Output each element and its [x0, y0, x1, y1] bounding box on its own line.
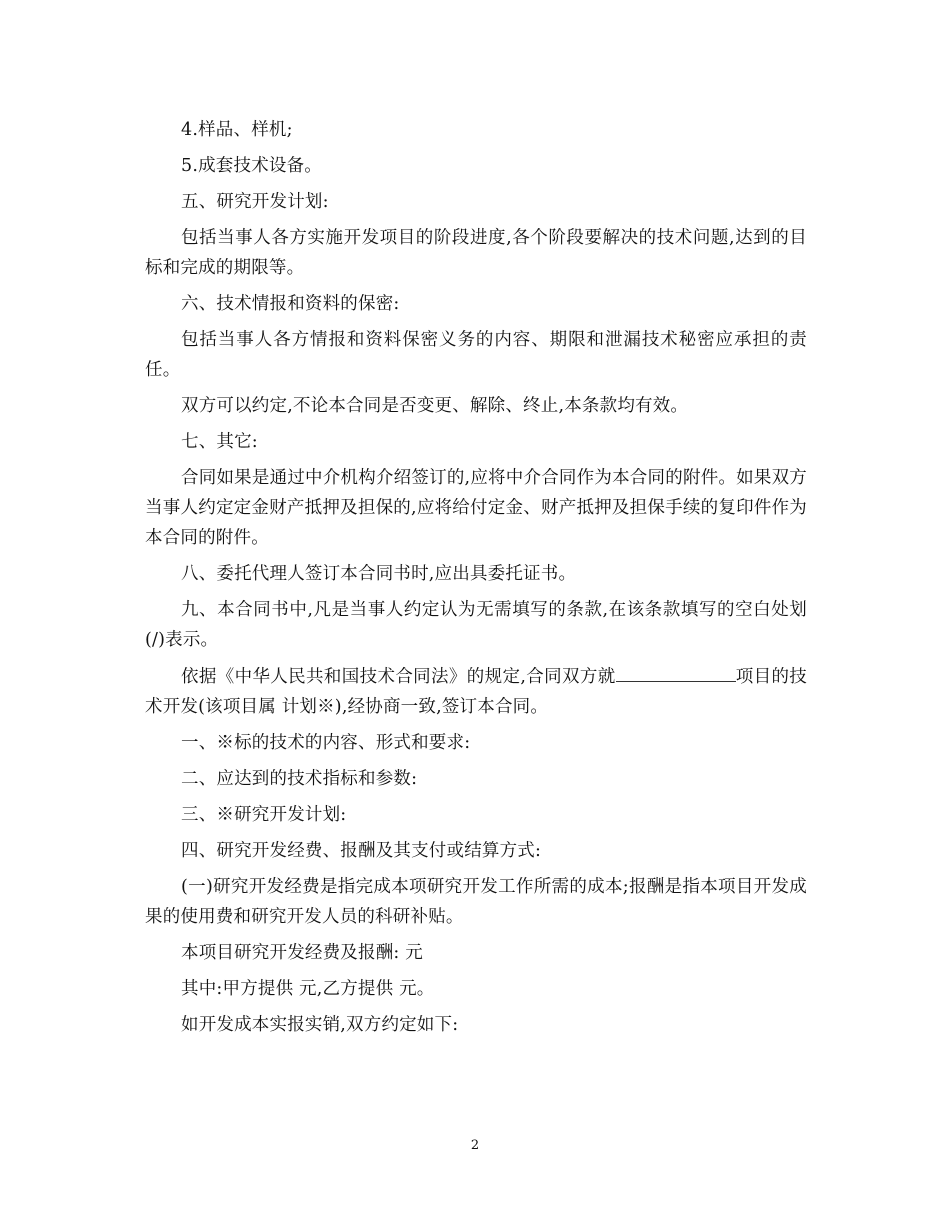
paragraph-validity: 双方可以约定,不论本合同是否变更、解除、终止,本条款均有效。 — [181, 396, 689, 416]
section-heading-5: 五、研究开发计划: — [181, 192, 329, 212]
section-heading-6: 六、技术情报和资料的保密: — [181, 294, 400, 314]
project-name-blank — [616, 661, 736, 682]
clause-heading-2: 二、应达到的技术指标和参数: — [181, 769, 418, 789]
section-heading-8: 八、委托代理人签订本合同书时,应出具委托证书。 — [181, 564, 577, 584]
clause-heading-1: 一、※标的技术的内容、形式和要求: — [181, 733, 471, 753]
paragraph-item-4: 4.样品、样机; — [181, 120, 293, 140]
basis-text-before: 依据《中华人民共和国技术合同法》的规定,合同双方就 — [181, 667, 616, 687]
paragraph-funding-split: 其中:甲方提供 元,乙方提供 元。 — [181, 979, 435, 999]
document-body — [145, 115, 807, 1046]
section-heading-7: 七、其它: — [181, 432, 258, 452]
section-heading-9: 九、本合同书中,凡是当事人约定认为无需填写的条款,在该条款填写的空白处划(/)表示。 — [145, 600, 807, 650]
paragraph-confidentiality: 包括当事人各方情报和资料保密义务的内容、期限和泄漏技术秘密应承担的责任。 — [145, 330, 807, 380]
paragraph-intermediary: 合同如果是通过中介机构介绍签订的,应将中介合同作为本合同的附件。如果双方当事人约定定金财产抵押及担保的,应将给付定金、财产抵押及担保手续的复印件作为本合同的附件。 — [145, 468, 807, 548]
paragraph-funding-definition: (一)研究开发经费是指完成本项研究开发工作所需的成本;报酬是指本项目开发成果的使用费和研究开发人员的科研补贴。 — [145, 877, 807, 927]
paragraph-item-5: 5.成套技术设备。 — [181, 156, 322, 176]
clause-heading-3: 三、※研究开发计划: — [181, 805, 347, 825]
paragraph-plan-description: 包括当事人各方实施开发项目的阶段进度,各个阶段要解决的技术问题,达到的目标和完成的期限等。 — [145, 228, 807, 278]
paragraph-basis — [145, 661, 807, 722]
basis-text-after: 项目的技术开发(该项目属 计划※),经协商一致,签订本合同。 — [145, 667, 808, 717]
paragraph-funding-amount: 本项目研究开发经费及报酬: 元 — [181, 943, 423, 963]
paragraph-actual-cost: 如开发成本实报实销,双方约定如下: — [181, 1015, 459, 1035]
clause-heading-4: 四、研究开发经费、报酬及其支付或结算方式: — [181, 841, 542, 861]
page-number: 2 — [470, 1138, 480, 1153]
